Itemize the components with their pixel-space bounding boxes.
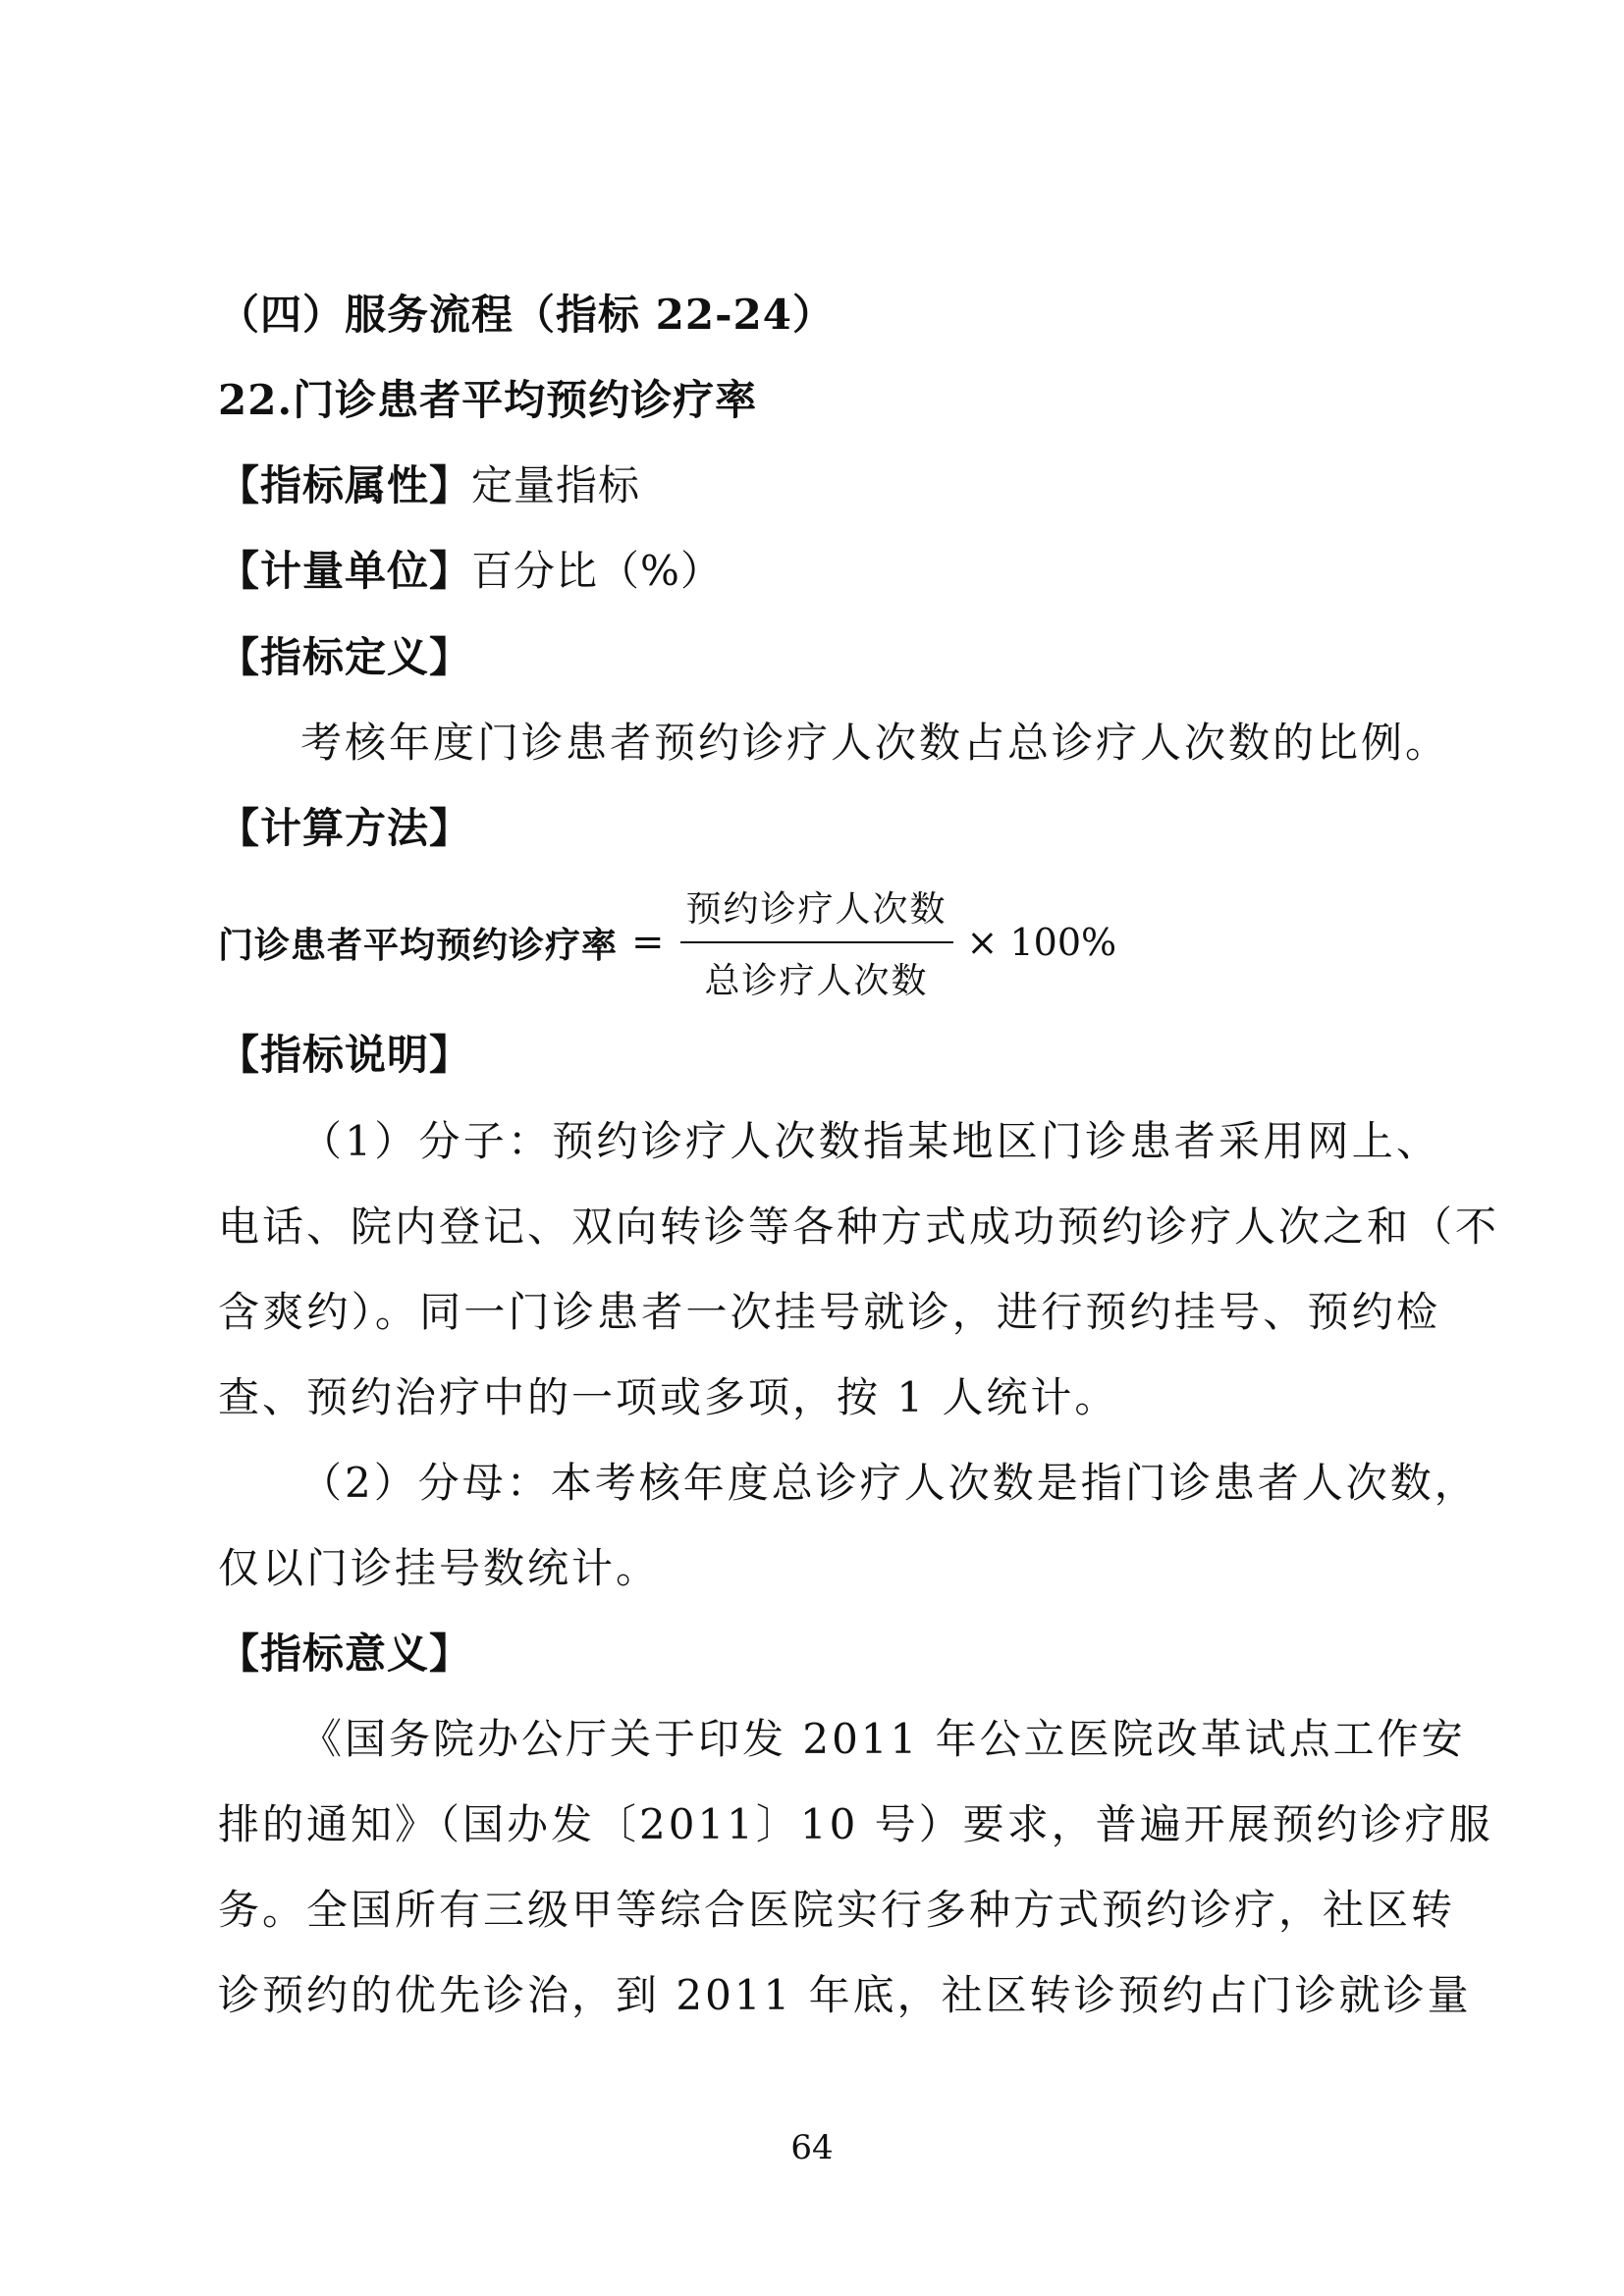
formula-lhs: 门诊患者平均预约诊疗率 [218, 924, 619, 966]
formula [218, 883, 1116, 1001]
page-number: 64 [790, 2128, 834, 2167]
calculation-label: 【计算方法】 [218, 804, 472, 852]
unit-value: 百分比（%） [471, 547, 723, 595]
significance-line: 务。全国所有三级甲等综合医院实行多种方式预约诊疗，社区转 [218, 1886, 1456, 1934]
explanation-label: 【指标说明】 [218, 1031, 472, 1079]
formula-numerator: 预约诊疗人次数 [680, 881, 953, 943]
explanation-line: 电话、院内登记、双向转诊等各种方式成功预约诊疗人次之和（不 [218, 1202, 1500, 1251]
formula-equals: = [631, 920, 665, 965]
explanation-line: 含爽约）。同一门诊患者一次挂号就诊，进行预约挂号、预约检 [218, 1288, 1440, 1336]
definition-label: 【指标定义】 [218, 633, 472, 681]
explanation-line: （1）分子：预约诊疗人次数指某地区门诊患者采用网上、 [300, 1117, 1440, 1165]
formula-multiplier: × 100% [966, 921, 1117, 964]
formula-fraction [680, 881, 953, 1003]
significance-line: 诊预约的优先诊治，到 2011 年底，社区转诊预约占门诊就诊量 [218, 1971, 1472, 2019]
attribute-label: 【指标属性】 [218, 461, 472, 509]
item-title: 22.门诊患者平均预约诊疗率 [218, 376, 758, 424]
attribute-value: 定量指标 [471, 461, 641, 509]
unit-row [218, 542, 1440, 601]
section-heading: （四）服务流程（指标 22-24） [218, 291, 835, 339]
definition-text: 考核年度门诊患者预约诊疗人次数占总诊疗人次数的比例。 [300, 719, 1450, 767]
explanation-line: 仅以门诊挂号数统计。 [218, 1544, 661, 1592]
significance-line: 排的通知》（国办发〔2011〕10 号）要求，普遍开展预约诊疗服 [218, 1800, 1493, 1848]
unit-label: 【计量单位】 [218, 547, 472, 595]
attribute-row [218, 456, 1440, 515]
explanation-line: 查、预约治疗中的一项或多项，按 1 人统计。 [218, 1373, 1119, 1421]
significance-label: 【指标意义】 [218, 1629, 472, 1678]
significance-line: 《国务院办公厅关于印发 2011 年公立医院改革试点工作安 [300, 1715, 1466, 1763]
explanation-line: （2）分母：本考核年度总诊疗人次数是指门诊患者人次数， [300, 1459, 1479, 1507]
formula-denominator: 总诊疗人次数 [704, 961, 929, 1001]
